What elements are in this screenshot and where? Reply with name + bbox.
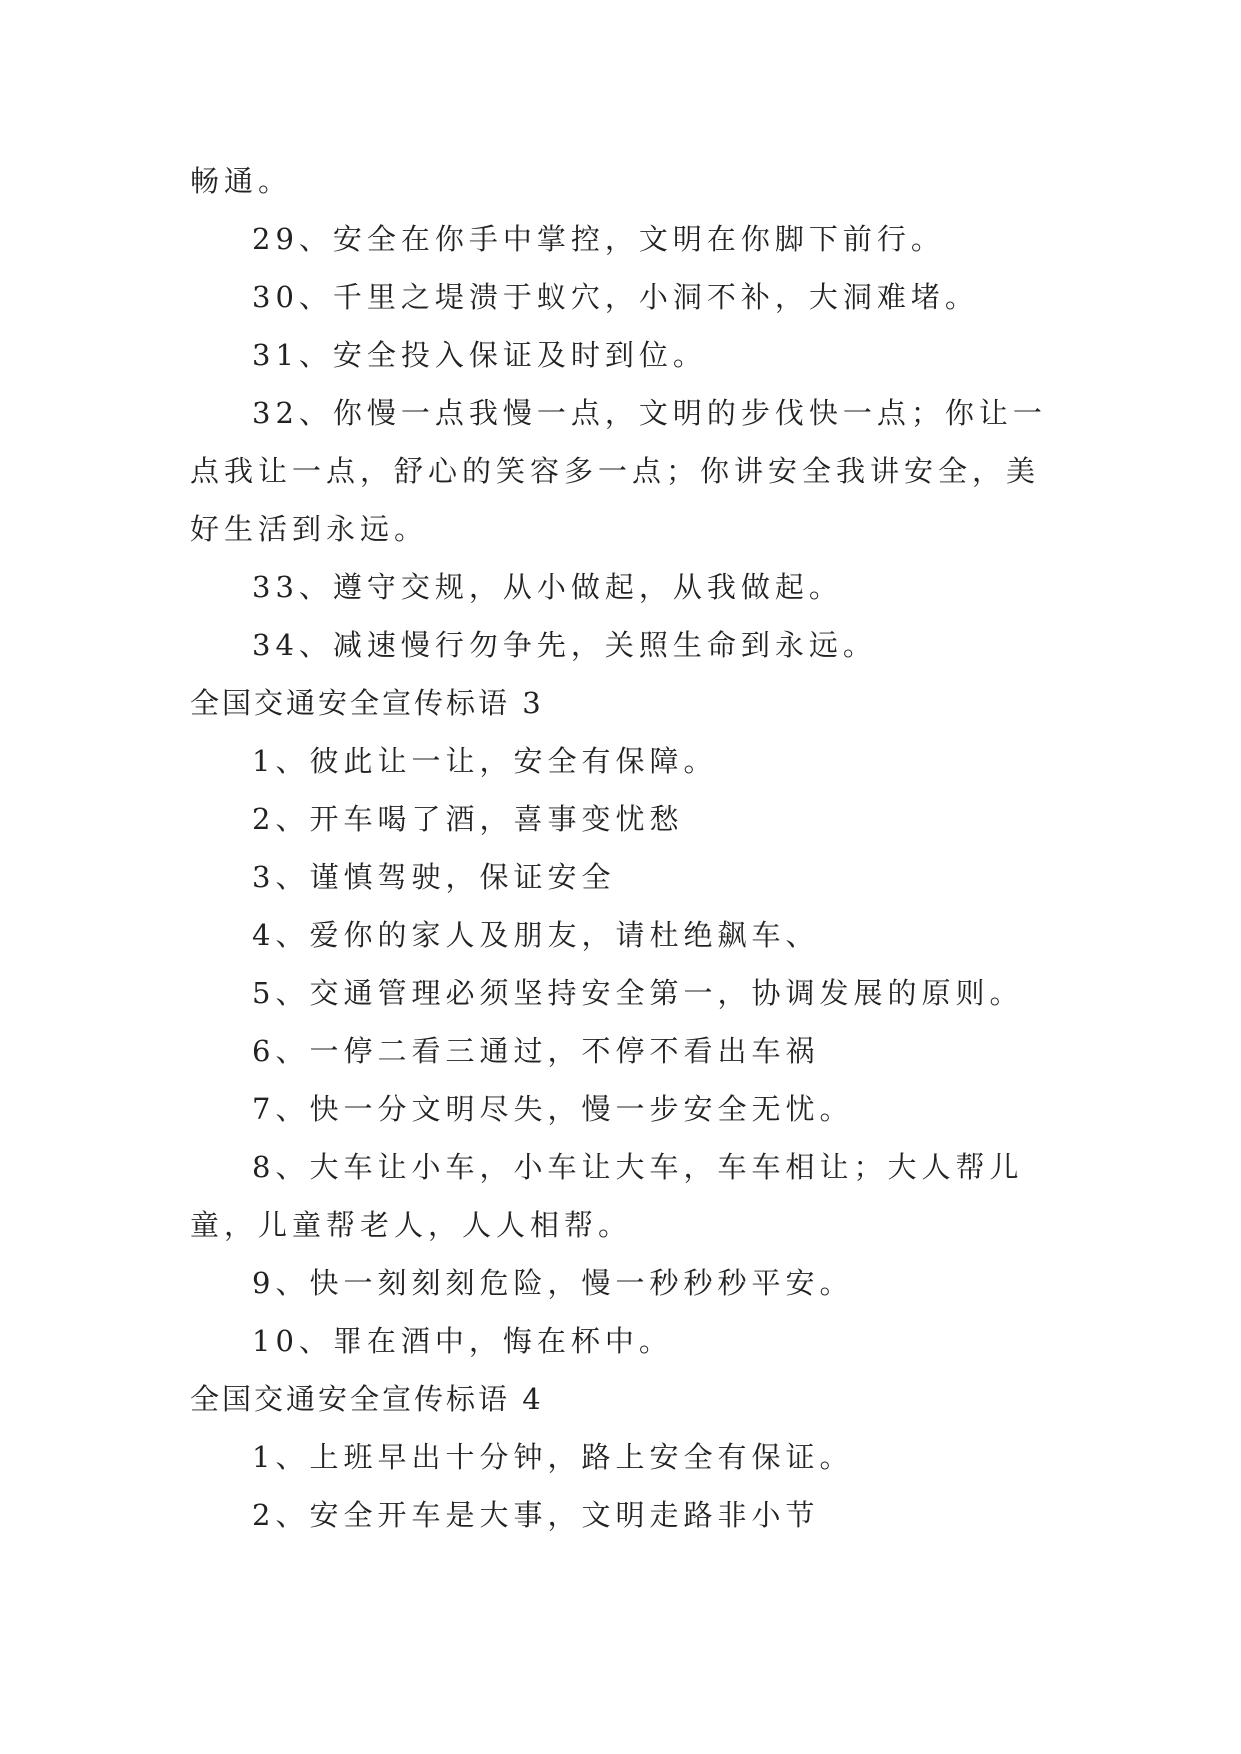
slogan-item: 30、千里之堤溃于蚁穴，小洞不补，大洞难堵。 [252, 280, 979, 314]
slogan-item: 1、彼此让一让，安全有保障。 [252, 744, 718, 778]
slogan-item: 34、减速慢行勿争先，关照生命到永远。 [252, 628, 877, 662]
slogan-item: 9、快一刻刻刻危险，慢一秒秒秒平安。 [252, 1266, 854, 1300]
document-body [190, 152, 1070, 1544]
slogan-item: 7、快一分文明尽失，慢一步安全无忧。 [252, 1092, 854, 1126]
section-heading: 全国交通安全宣传标语 3 [190, 686, 544, 720]
slogan-item: 10、罪在酒中，悔在杯中。 [252, 1324, 673, 1358]
slogan-item: 1、上班早出十分钟，路上安全有保证。 [252, 1440, 854, 1474]
slogan-item: 32、你慢一点我慢一点，文明的步伐快一点；你让一点我让一点，舒心的笑容多一点；你讲安全我讲安全，美好生活到永远。 [190, 396, 1047, 546]
slogan-item: 33、遵守交规，从小做起，从我做起。 [252, 570, 843, 604]
slogan-item: 4、爱你的家人及朋友，请杜绝飙车、 [252, 918, 820, 952]
slogan-item: 8、大车让小车，小车让大车，车车相让；大人帮儿童，儿童帮老人，人人相帮。 [190, 1150, 1024, 1242]
slogan-item: 31、安全投入保证及时到位。 [252, 338, 707, 372]
slogan-item: 6、一停二看三通过，不停不看出车祸 [252, 1034, 820, 1068]
slogan-item: 29、安全在你手中掌控，文明在你脚下前行。 [252, 222, 945, 256]
slogan-item: 3、谨慎驾驶，保证安全 [252, 860, 616, 894]
section-heading: 全国交通安全宣传标语 4 [190, 1382, 544, 1416]
slogan-item: 2、开车喝了酒，喜事变忧愁 [252, 802, 684, 836]
slogan-item: 2、安全开车是大事，文明走路非小节 [252, 1498, 820, 1532]
paragraph: 畅通。 [190, 164, 293, 198]
slogan-item: 5、交通管理必须坚持安全第一，协调发展的原则。 [252, 976, 1024, 1010]
